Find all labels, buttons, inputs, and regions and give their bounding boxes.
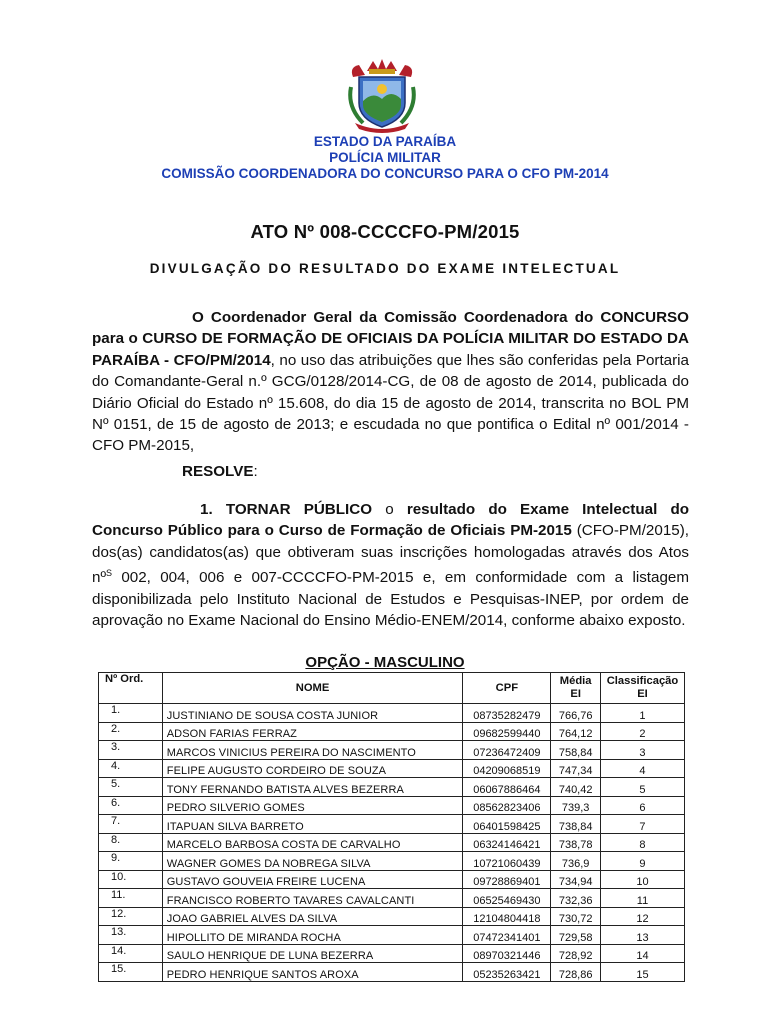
results-table xyxy=(98,672,685,982)
col-header-classificacao: Classificação EI xyxy=(600,673,684,704)
cell-classificacao: 15 xyxy=(600,963,684,982)
section-title: OPÇÃO - MASCULINO xyxy=(305,654,465,671)
table-row xyxy=(99,944,685,963)
cell-cpf: 07236472409 xyxy=(463,741,551,760)
resolution-bold-1: TORNAR PÚBLICO xyxy=(225,501,373,518)
cell-nome: FELIPE AUGUSTO CORDEIRO DE SOUZA xyxy=(162,759,463,778)
document-subtitle: DIVULGAÇÃO DO RESULTADO DO EXAME INTELECTUAL xyxy=(149,261,621,276)
resolution-paragraph xyxy=(92,499,689,632)
cell-nome: WAGNER GOMES DA NOBREGA SILVA xyxy=(162,852,463,871)
cell-media: 738,84 xyxy=(551,815,601,834)
cell-media: 729,58 xyxy=(551,926,601,945)
resolution-bold-2: resultado do Exame Intelectual do Concurso Público para o Curso de Formação de Oficiais PM-2015 xyxy=(92,501,689,540)
cell-media: 730,72 xyxy=(551,907,601,926)
cell-classificacao: 9 xyxy=(600,852,684,871)
cell-media: 732,36 xyxy=(551,889,601,908)
table-row xyxy=(99,926,685,945)
cell-classificacao: 1 xyxy=(600,704,684,723)
cell-nome: FRANCISCO ROBERTO TAVARES CAVALCANTI xyxy=(162,889,463,908)
cell-classificacao: 3 xyxy=(600,741,684,760)
table-row xyxy=(99,870,685,889)
cell-media: 764,12 xyxy=(551,722,601,741)
cell-ord: 10. xyxy=(99,870,163,889)
cell-classificacao: 8 xyxy=(600,833,684,852)
cell-nome: PEDRO SILVERIO GOMES xyxy=(162,796,463,815)
cell-media: 766,76 xyxy=(551,704,601,723)
cell-media: 728,92 xyxy=(551,944,601,963)
resolve-suffix: : xyxy=(253,463,258,480)
cell-media: 736,9 xyxy=(551,852,601,871)
preamble-text: , no uso das atribuições que lhes são conferidas pela Portaria do Comandante-Geral n.º GCG/0128/2014-CG, de 08 de agosto de 2014, publicada do Diário Oficial do Estado nº 15.608, do dia 15 de agosto de 2014, transcrita no BOL PM Nº 0151, de 15 de agosto de 2013; e escudada no que pontifica o Edital nº 001/2014 - CFO PM-2015, xyxy=(92,351,689,455)
cell-cpf: 06067886464 xyxy=(463,778,551,797)
cell-classificacao: 13 xyxy=(600,926,684,945)
cell-ord: 15. xyxy=(99,963,163,982)
cell-ord: 7. xyxy=(99,815,163,834)
resolution-text-3: 002, 004, 006 e 007-CCCCFO-PM-2015 e, em conformidade com a listagem disponibilizada pelo Instituto Nacional de Estudos e Pesquisas-INEP, por ordem de aprovação no Exame Nacional do Ensino Médio-ENEM/2014, conforme abaixo exposto. xyxy=(92,569,689,630)
table-header-row xyxy=(99,673,685,704)
table-row xyxy=(99,889,685,908)
table-row xyxy=(99,907,685,926)
resolve-label: RESOLVE xyxy=(182,463,254,480)
cell-nome: MARCELO BARBOSA COSTA DE CARVALHO xyxy=(162,833,463,852)
cell-media: 738,78 xyxy=(551,833,601,852)
cell-media: 740,42 xyxy=(551,778,601,797)
cell-cpf: 08562823406 xyxy=(463,796,551,815)
header-state: ESTADO DA PARAÍBA xyxy=(313,134,457,149)
state-coat-of-arms-icon xyxy=(345,57,419,133)
cell-cpf: 12104804418 xyxy=(463,907,551,926)
cell-media: 758,84 xyxy=(551,741,601,760)
cell-nome: JUSTINIANO DE SOUSA COSTA JUNIOR xyxy=(162,704,463,723)
table-row xyxy=(99,704,685,723)
cell-classificacao: 5 xyxy=(600,778,684,797)
cell-cpf: 06401598425 xyxy=(463,815,551,834)
table-row xyxy=(99,722,685,741)
cell-ord: 1. xyxy=(99,704,163,723)
cell-classificacao: 2 xyxy=(600,722,684,741)
cell-ord: 8. xyxy=(99,833,163,852)
cell-media: 728,86 xyxy=(551,963,601,982)
cell-classificacao: 4 xyxy=(600,759,684,778)
cell-cpf: 06525469430 xyxy=(463,889,551,908)
cell-ord: 14. xyxy=(99,944,163,963)
cell-nome: MARCOS VINICIUS PEREIRA DO NASCIMENTO xyxy=(162,741,463,760)
cell-classificacao: 12 xyxy=(600,907,684,926)
table-row xyxy=(99,759,685,778)
cell-ord: 2. xyxy=(99,722,163,741)
cell-media: 747,34 xyxy=(551,759,601,778)
header-commission: COMISSÃO COORDENADORA DO CONCURSO PARA O CFO PM-2014 xyxy=(161,166,609,181)
cell-classificacao: 11 xyxy=(600,889,684,908)
table-row xyxy=(99,778,685,797)
cell-classificacao: 6 xyxy=(600,796,684,815)
table-row xyxy=(99,815,685,834)
col-header-ord: Nº Ord. xyxy=(99,673,163,704)
cell-ord: 6. xyxy=(99,796,163,815)
cell-cpf: 09728869401 xyxy=(463,870,551,889)
cell-cpf: 08735282479 xyxy=(463,704,551,723)
cell-nome: TONY FERNANDO BATISTA ALVES BEZERRA xyxy=(162,778,463,797)
table-row xyxy=(99,852,685,871)
cell-ord: 12. xyxy=(99,907,163,926)
header-police: POLÍCIA MILITAR xyxy=(329,150,441,165)
resolution-superscript: S xyxy=(106,568,113,579)
cell-nome: ITAPUAN SILVA BARRETO xyxy=(162,815,463,834)
cell-media: 734,94 xyxy=(551,870,601,889)
cell-cpf: 10721060439 xyxy=(463,852,551,871)
preamble-bold: O Coordenador Geral da Comissão Coordenadora do CONCURSO para o CURSO DE FORMAÇÃO DE OFICIAIS DA POLÍCIA MILITAR DO ESTADO DA PARAÍBA - CFO/PM/2014 xyxy=(92,309,689,369)
cell-ord: 9. xyxy=(99,852,163,871)
cell-ord: 4. xyxy=(99,759,163,778)
cell-classificacao: 10 xyxy=(600,870,684,889)
col-header-cpf: CPF xyxy=(463,673,551,704)
table-row xyxy=(99,796,685,815)
cell-cpf: 09682599440 xyxy=(463,722,551,741)
cell-classificacao: 14 xyxy=(600,944,684,963)
resolution-text-2: (CFO-PM/2015), dos(as) candidatos(as) que obtiveram suas inscrições homologadas através dos Atos nº xyxy=(92,522,689,587)
item-number: 1. xyxy=(200,501,213,518)
cell-cpf: 05235263421 xyxy=(463,963,551,982)
cell-classificacao: 7 xyxy=(600,815,684,834)
cell-cpf: 07472341401 xyxy=(463,926,551,945)
cell-nome: PEDRO HENRIQUE SANTOS AROXA xyxy=(162,963,463,982)
col-header-media: Média EI xyxy=(551,673,601,704)
col-header-nome: NOME xyxy=(162,673,463,704)
cell-cpf: 06324146421 xyxy=(463,833,551,852)
table-row xyxy=(99,963,685,982)
cell-nome: SAULO HENRIQUE DE LUNA BEZERRA xyxy=(162,944,463,963)
preamble-paragraph xyxy=(92,307,689,457)
cell-cpf: 08970321446 xyxy=(463,944,551,963)
cell-ord: 5. xyxy=(99,778,163,797)
resolve-heading xyxy=(182,463,258,480)
cell-ord: 3. xyxy=(99,741,163,760)
cell-ord: 11. xyxy=(99,889,163,908)
document-title: ATO Nº 008-CCCCFO-PM/2015 xyxy=(250,221,520,242)
cell-nome: GUSTAVO GOUVEIA FREIRE LUCENA xyxy=(162,870,463,889)
cell-nome: JOAO GABRIEL ALVES DA SILVA xyxy=(162,907,463,926)
cell-nome: ADSON FARIAS FERRAZ xyxy=(162,722,463,741)
cell-nome: HIPOLLITO DE MIRANDA ROCHA xyxy=(162,926,463,945)
cell-media: 739,3 xyxy=(551,796,601,815)
table-row xyxy=(99,741,685,760)
table-row xyxy=(99,833,685,852)
resolution-text-1: o xyxy=(372,501,407,518)
cell-ord: 13. xyxy=(99,926,163,945)
cell-cpf: 04209068519 xyxy=(463,759,551,778)
